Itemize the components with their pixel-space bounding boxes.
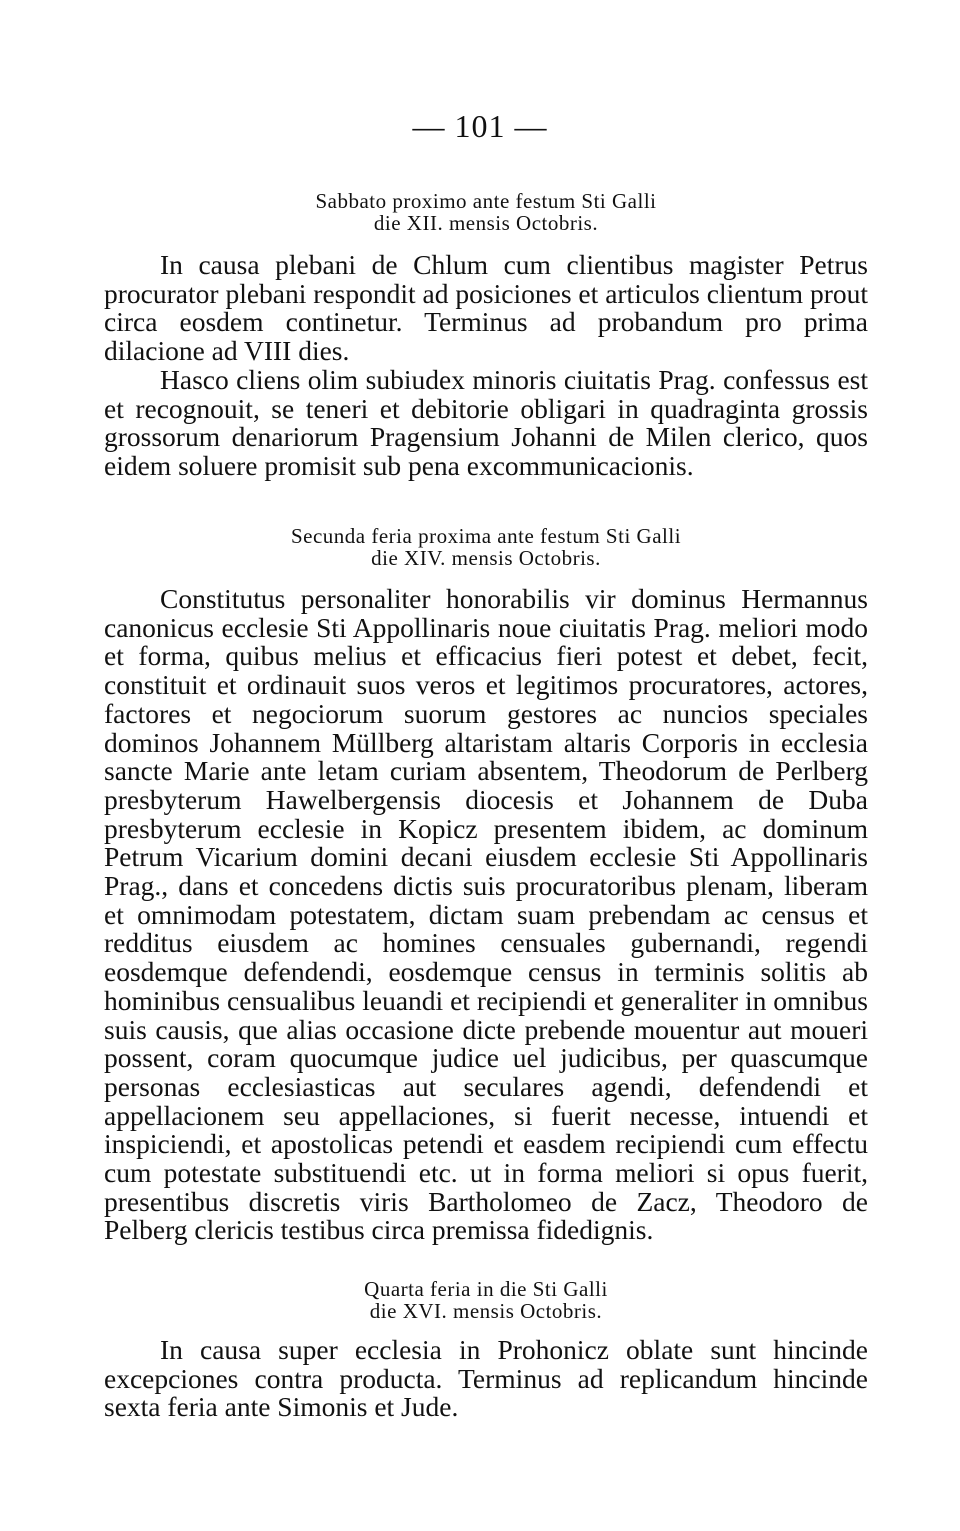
entry-heading xyxy=(104,525,868,569)
entry-body xyxy=(104,585,868,1245)
entry-heading xyxy=(104,1278,868,1322)
paragraph: Hasco cliens olim subiudex minoris ciuitatis Prag. confessus est et recognouit, se teneri et debitorie obligari in quadraginta grossis grossorum denariorum Pragensium Johanni de Milen clerico, quos eidem soluere promisit sub pena excommunicacionis. xyxy=(104,363,868,481)
page-number: — 101 — xyxy=(412,108,548,144)
entry-heading-line: die XII. mensis Octobris. xyxy=(373,211,599,235)
entry-heading-line: die XIV. mensis Octobris. xyxy=(371,546,601,570)
entry-heading xyxy=(104,190,868,234)
entry-heading-line: Sabbato proximo ante festum Sti Galli xyxy=(315,189,657,213)
paragraph: In causa plebani de Chlum cum clientibus magister Petrus procurator plebani respondit ad posiciones et articulos clientum prout circa eosdem continetur. Terminus ad probandum pro prima dilacione ad VIII dies. xyxy=(104,249,868,367)
entry-heading-line: die XVI. mensis Octobris. xyxy=(369,1299,603,1323)
entry-heading-line: Secunda feria proxima ante festum Sti Galli xyxy=(290,524,682,548)
entry-body xyxy=(104,251,868,481)
paragraph: In causa super ecclesia in Prohonicz oblate sunt hincinde excepciones contra producta. Terminus ad replicandum hincinde sexta feria ante Simonis et Jude. xyxy=(104,1334,868,1423)
paragraph: Constitutus personaliter honorabilis vir dominus Hermannus canonicus ecclesie Sti Appollinaris noue ciuitatis Prag. meliori modo et forma, quibus melius et efficacius fieri potest et debet, fecit, constituit et ordinauit suos veros et legitimos procuratores, actores, factores et negociorum suorum gestores ac nuncios speciales dominos Johannem Müllberg altaristam altaris Corporis in ecclesia sancte Marie ante letam curiam absentem, Theodorum de Perlberg presbyterum Hawelbergensis diocesis et Johannem de Duba presbyterum ecclesie in Kopicz presentem ibidem, ac dominum Petrum Vicarium domini decani eiusdem ecclesie Sti Appollinaris Prag., dans et concedens dictis suis procuratoribus plenam, liberam et omnimodam potestatem, dictam suam prebendam ac census et redditus eiusdem ac homines censuales gubernandi, regendi eosdemque defendendi, eosdemque census in terminis solitis ab hominibus censualibus leuandi et recipiendi et generaliter in omnibus suis causis, que alias occasione dicte prebende mouentur aut moueri possent, coram quocumque judice uel judicibus, per quascumque personas ecclesiasticas aut seculares agendi, defendendi et appellacionem seu appellaciones, si fuerit necesse, intuendi et inspiciendi, et apostolicas petendi et easdem recipiendi cum effectu cum potestate substituendi etc. ut in forma meliori si opus fuerit, presentibus discretis viris Bartholomeo de Zacz, Theodoro de Pelberg clericis testibus circa premissa fidedignis. xyxy=(104,583,868,1246)
entry-body xyxy=(104,1336,868,1422)
entry-heading-line: Quarta feria in die Sti Galli xyxy=(364,1277,608,1301)
